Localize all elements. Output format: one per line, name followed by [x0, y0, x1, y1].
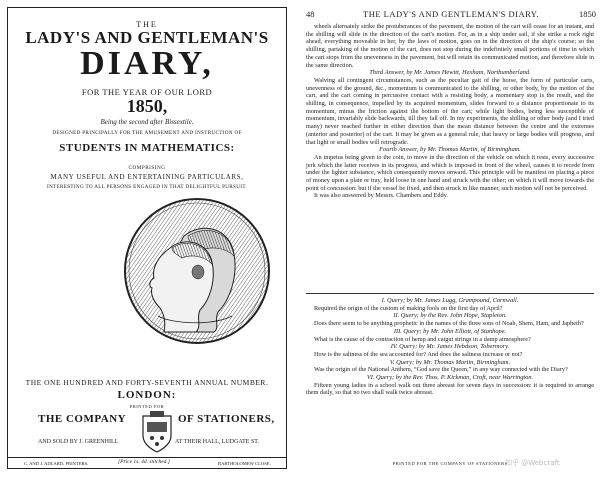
queries-block	[306, 297, 594, 397]
designed-line: DESIGNED PRINCIPALLY FOR THE AMUSEMENT AND INSTRUCTION OF	[52, 130, 242, 136]
many-useful-line: MANY USEFUL AND ENTERTAINING PARTICULARS,	[50, 173, 244, 181]
annual-number-line: THE ONE HUNDRED AND FORTY-SEVENTH ANNUAL NUMBER.	[25, 378, 269, 387]
page-number: 48	[306, 9, 315, 19]
query-text: Was the origin of the National Anthem, “God save the Queen,” in any way connected with the Diary?	[314, 366, 568, 374]
paragraph: It was also answered by Messrs. Chambers and Eddy.	[314, 192, 448, 200]
stationers-crest-icon	[140, 410, 174, 454]
query-heading: VI. Query; by the Rev. Thos. P. Kirkman, Croft, near Warrington.	[366, 374, 534, 382]
query-text: What is the cause of the contraction of hemp and catgut strings in a damp atmosphere?	[314, 335, 531, 343]
query-heading: I. Query; by Mr. James Lugg, Grampound, Cornwall.	[381, 297, 519, 304]
title-the: THE	[136, 20, 158, 29]
content-page	[302, 0, 600, 477]
query-text: Does there seem to be anything prophetic in the names of the three sons of Noah, Shem, Ham, and Japheth?	[314, 320, 584, 328]
close-text: BARTHOLOMEW CLOSE.	[218, 461, 271, 466]
query-heading: II. Query; by the Rev. John Hope, Stapleton.	[393, 312, 507, 320]
page-footer: PRINTED FOR THE COMPANY OF STATIONERS.	[392, 461, 510, 466]
query-heading: V. Query; by Mr. Thomas Martin, Birmingham.	[389, 358, 511, 366]
students-heading: STUDENTS IN MATHEMATICS:	[59, 142, 235, 154]
watermark: 知乎 @Webcraft	[505, 459, 560, 467]
section-divider	[306, 293, 594, 294]
portrait-medallion-image	[122, 196, 272, 346]
year-line: FOR THE YEAR OF OUR LORD	[81, 87, 213, 97]
answer-heading: Fourth Answer, by Mr. Thomas Martin, of Birmingham.	[379, 146, 521, 154]
answers-block	[306, 23, 594, 200]
bissextile-note: Being the second after Bissextile.	[100, 118, 194, 126]
paragraph: Walving all contingent circumstances, such as the peculiar gait of the horse, the form of particular carts, unevenness of the ground, &c., momentum is communicated to the shilling, or other body, by the motion of the cart, and the cart coming in percussive contact with a resisting body, a momentary stop is the result, and the shilling, in consequence, impelled by its acquired momentum, slides forward to a distance proportionate to its momentum, minus the friction against the bottom of the cart; while light bodies, being less susceptible of momentum, invariably slide backwards, till they fall off. In my experiments, the shilling or other body (and I tried many) never reached further in either direction than the mean distance between the centre and the extremes (anterior and posterior) of the cart. It may be given as a general rule, that heavy or large bodies will progress, and that light or small bodies will retrograde.	[306, 76, 594, 146]
printed-for-line: PRINTED FOR	[129, 404, 165, 409]
query-text: Fifteen young ladies in a school walk out three abreast for seven days in succession: it is required to arrange them daily, so that no two shall walk twice abreast.	[306, 381, 594, 397]
title-page	[0, 0, 296, 477]
printers-text: C. AND J. ADLARD, PRINTERS,	[24, 461, 89, 466]
header-year: 1850	[579, 9, 596, 19]
company-text: THE COMPANY	[38, 413, 127, 425]
query-text: Required the origin of the custom of making fools on the first day of April?	[314, 304, 503, 312]
paragraph: An impetus being given to the coin, to move in the direction of the vehicle on which it rests, every successive jerk which the latter receives in its progress, and which is imposed in front of the wheel, causes it to recede from under the lighter substance, which consequently moves onward. This principle will be manifest on placing a piece of money upon a plate or tray, held loose in one hand and struck with the other; on which it will move towards the point of concussion: but if the vessel be fixed, and then struck in like manner, such motion will not be perceived.	[306, 153, 594, 192]
running-header	[306, 9, 596, 21]
interesting-line: INTERESTING TO ALL PERSONS ENGAGED IN THAT DELIGHTFUL PURSUIT.	[46, 184, 247, 190]
sold-by-text: AND SOLD BY J. GREENHILL	[38, 439, 119, 445]
year-number: 1850,	[126, 96, 168, 116]
price-text: [Price 1s. 4d. stitched.]	[118, 459, 170, 465]
london-heading: LONDON:	[117, 389, 177, 401]
title-main: LADY'S AND GENTLEMAN'S	[25, 28, 269, 47]
stationers-text: OF STATIONERS,	[178, 413, 275, 425]
running-head-title: THE LADY'S AND GENTLEMAN'S DIARY.	[363, 9, 539, 19]
query-heading: IV. Query; by Mr. James Hebdson, Tobermory.	[390, 343, 510, 351]
comprising-line: COMPRISING	[128, 165, 166, 171]
title-diary: DIARY,	[80, 45, 214, 82]
query-heading: III. Query; by Mr. John Elliott, of Stanhope.	[393, 327, 507, 335]
answer-heading: Third Answer, by Mr. James Hewitt, Hexham, Northumberland.	[369, 69, 531, 77]
title-page-border	[7, 7, 287, 469]
query-text: How is the saltness of the sea accounted for? And does the saltness increase or not?	[314, 350, 523, 358]
hall-address-text: AT THEIR HALL, LUDGATE ST.	[175, 439, 259, 445]
paragraph: wheels alternately strike the protuberances of the pavement, the motion of the cart will cease for an instant, and the shilling will slide in the direction of the cart's motion. For, as in a ship under sail, if she strike a rock right ahead, everything moveable in her, by the laws of motion, goes on in the direction of the ship's course; so the shilling, partaking of the motion of the cart, does not stop during the indefinitely small portions of time in which the cart stops from the unevenness in the pavement, but will retain its communicated motion, and therefore slide in the same direction.	[306, 23, 594, 69]
